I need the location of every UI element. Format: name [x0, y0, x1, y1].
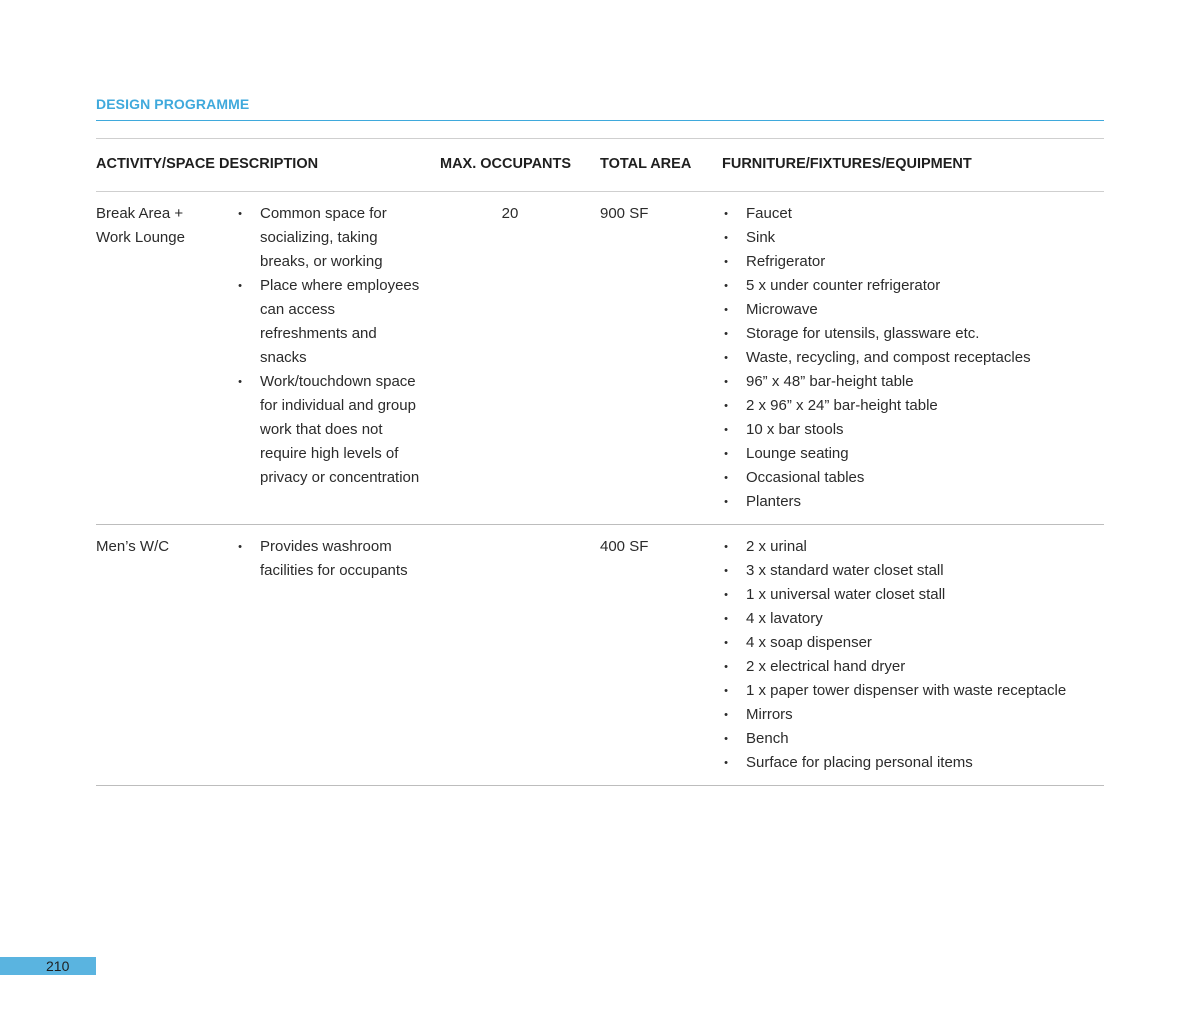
furniture-text: Surface for placing personal items — [746, 754, 973, 771]
list-item — [236, 274, 426, 370]
table-row — [96, 525, 1104, 786]
list-item — [722, 559, 1104, 583]
furniture-text: Bench — [746, 730, 789, 747]
total-area: 400 SF — [600, 538, 649, 555]
section-title: DESIGN PROGRAMME — [96, 96, 250, 112]
list-item — [722, 226, 1104, 250]
list-item — [722, 250, 1104, 274]
bullet-icon: • — [724, 613, 728, 625]
furniture-text: Mirrors — [746, 706, 793, 723]
furniture-text: 4 x lavatory — [746, 610, 823, 627]
bullet-icon: • — [238, 541, 242, 553]
furniture-text: 3 x standard water closet stall — [746, 562, 944, 579]
furniture-text: 2 x urinal — [746, 538, 807, 555]
furniture-text: 10 x bar stools — [746, 421, 844, 438]
bullet-icon: • — [724, 208, 728, 220]
table-row — [96, 192, 1104, 525]
furniture-cell — [722, 535, 1104, 775]
title-divider — [96, 120, 1104, 121]
furniture-text: Refrigerator — [746, 253, 826, 270]
bullet-icon: • — [238, 376, 242, 388]
bullet-icon: • — [724, 757, 728, 769]
max-occupants: 20 — [501, 205, 519, 222]
bullet-icon: • — [724, 280, 728, 292]
description-list — [236, 535, 426, 583]
bullet-icon: • — [724, 541, 728, 553]
bullet-icon: • — [724, 448, 728, 460]
list-item — [722, 274, 1104, 298]
bullet-icon: • — [724, 424, 728, 436]
bullet-icon: • — [238, 280, 242, 292]
bullet-icon: • — [724, 256, 728, 268]
furniture-text: Storage for utensils, glassware etc. — [746, 325, 980, 342]
furniture-text: Sink — [746, 229, 776, 246]
furniture-text: Waste, recycling, and compost receptacles — [746, 349, 1031, 366]
list-item — [722, 298, 1104, 322]
column-header-occupants: MAX. OCCUPANTS — [440, 156, 572, 172]
list-item — [722, 346, 1104, 370]
list-item — [722, 442, 1104, 466]
bullet-icon: • — [724, 589, 728, 601]
furniture-text: 2 x electrical hand dryer — [746, 658, 906, 675]
bullet-icon: • — [724, 352, 728, 364]
list-item — [722, 727, 1104, 751]
list-item — [236, 202, 426, 274]
total-area: 900 SF — [600, 205, 649, 222]
furniture-text: Microwave — [746, 301, 818, 318]
bullet-icon: • — [724, 565, 728, 577]
furniture-text: 2 x 96” x 24” bar-height table — [746, 397, 938, 414]
list-item — [722, 703, 1104, 727]
bullet-icon: • — [724, 661, 728, 673]
bullet-icon: • — [724, 376, 728, 388]
furniture-text: 1 x universal water closet stall — [746, 586, 946, 603]
list-item — [722, 322, 1104, 346]
list-item — [236, 370, 426, 490]
list-item — [722, 751, 1104, 775]
design-programme-table — [96, 138, 1104, 786]
page-number: 210 — [46, 958, 70, 974]
column-header-furniture: FURNITURE/FIXTURES/EQUIPMENT — [722, 156, 972, 172]
furniture-text: Planters — [746, 493, 802, 510]
bullet-icon: • — [724, 496, 728, 508]
furniture-cell — [722, 202, 1104, 514]
list-item — [722, 466, 1104, 490]
list-item — [236, 535, 426, 583]
furniture-text: Lounge seating — [746, 445, 849, 462]
bullet-icon: • — [724, 733, 728, 745]
list-item — [722, 607, 1104, 631]
column-header-activity: ACTIVITY/SPACE DESCRIPTION — [96, 156, 319, 172]
furniture-text: 5 x under counter refrigerator — [746, 277, 941, 294]
list-item — [722, 655, 1104, 679]
column-header-area: TOTAL AREA — [600, 156, 692, 172]
bullet-icon: • — [724, 232, 728, 244]
description-list — [236, 202, 426, 490]
furniture-text: Occasional tables — [746, 469, 865, 486]
furniture-list — [722, 202, 1104, 514]
list-item — [722, 394, 1104, 418]
space-description — [236, 535, 426, 583]
furniture-text: 1 x paper tower dispenser with waste receptacle — [746, 682, 1067, 699]
bullet-icon: • — [724, 328, 728, 340]
bullet-icon: • — [238, 208, 242, 220]
bullet-icon: • — [724, 637, 728, 649]
furniture-text: 96” x 48” bar-height table — [746, 373, 914, 390]
furniture-text: 4 x soap dispenser — [746, 634, 872, 651]
list-item — [722, 631, 1104, 655]
list-item — [722, 679, 1104, 703]
furniture-list — [722, 535, 1104, 775]
bullet-icon: • — [724, 304, 728, 316]
bullet-icon: • — [724, 472, 728, 484]
bullet-icon: • — [724, 400, 728, 412]
description-text: Place where employees can access refreshments and snacks — [260, 277, 420, 366]
bullet-icon: • — [724, 709, 728, 721]
list-item — [722, 202, 1104, 226]
furniture-text: Faucet — [746, 205, 792, 222]
list-item — [722, 535, 1104, 559]
description-text: Provides washroom facilities for occupants — [260, 538, 408, 579]
description-text: Common space for socializing, taking breaks, or working — [260, 205, 387, 270]
list-item — [722, 418, 1104, 442]
list-item — [722, 583, 1104, 607]
space-name: Men’s W/C — [96, 538, 170, 555]
space-name: Break Area + Work Lounge — [96, 205, 185, 246]
bullet-icon: • — [724, 685, 728, 697]
space-description — [236, 202, 426, 490]
list-item — [722, 370, 1104, 394]
list-item — [722, 490, 1104, 514]
table-header — [96, 139, 1104, 192]
description-text: Work/touchdown space for individual and group work that does not require high levels of privacy or concentration — [260, 373, 420, 486]
